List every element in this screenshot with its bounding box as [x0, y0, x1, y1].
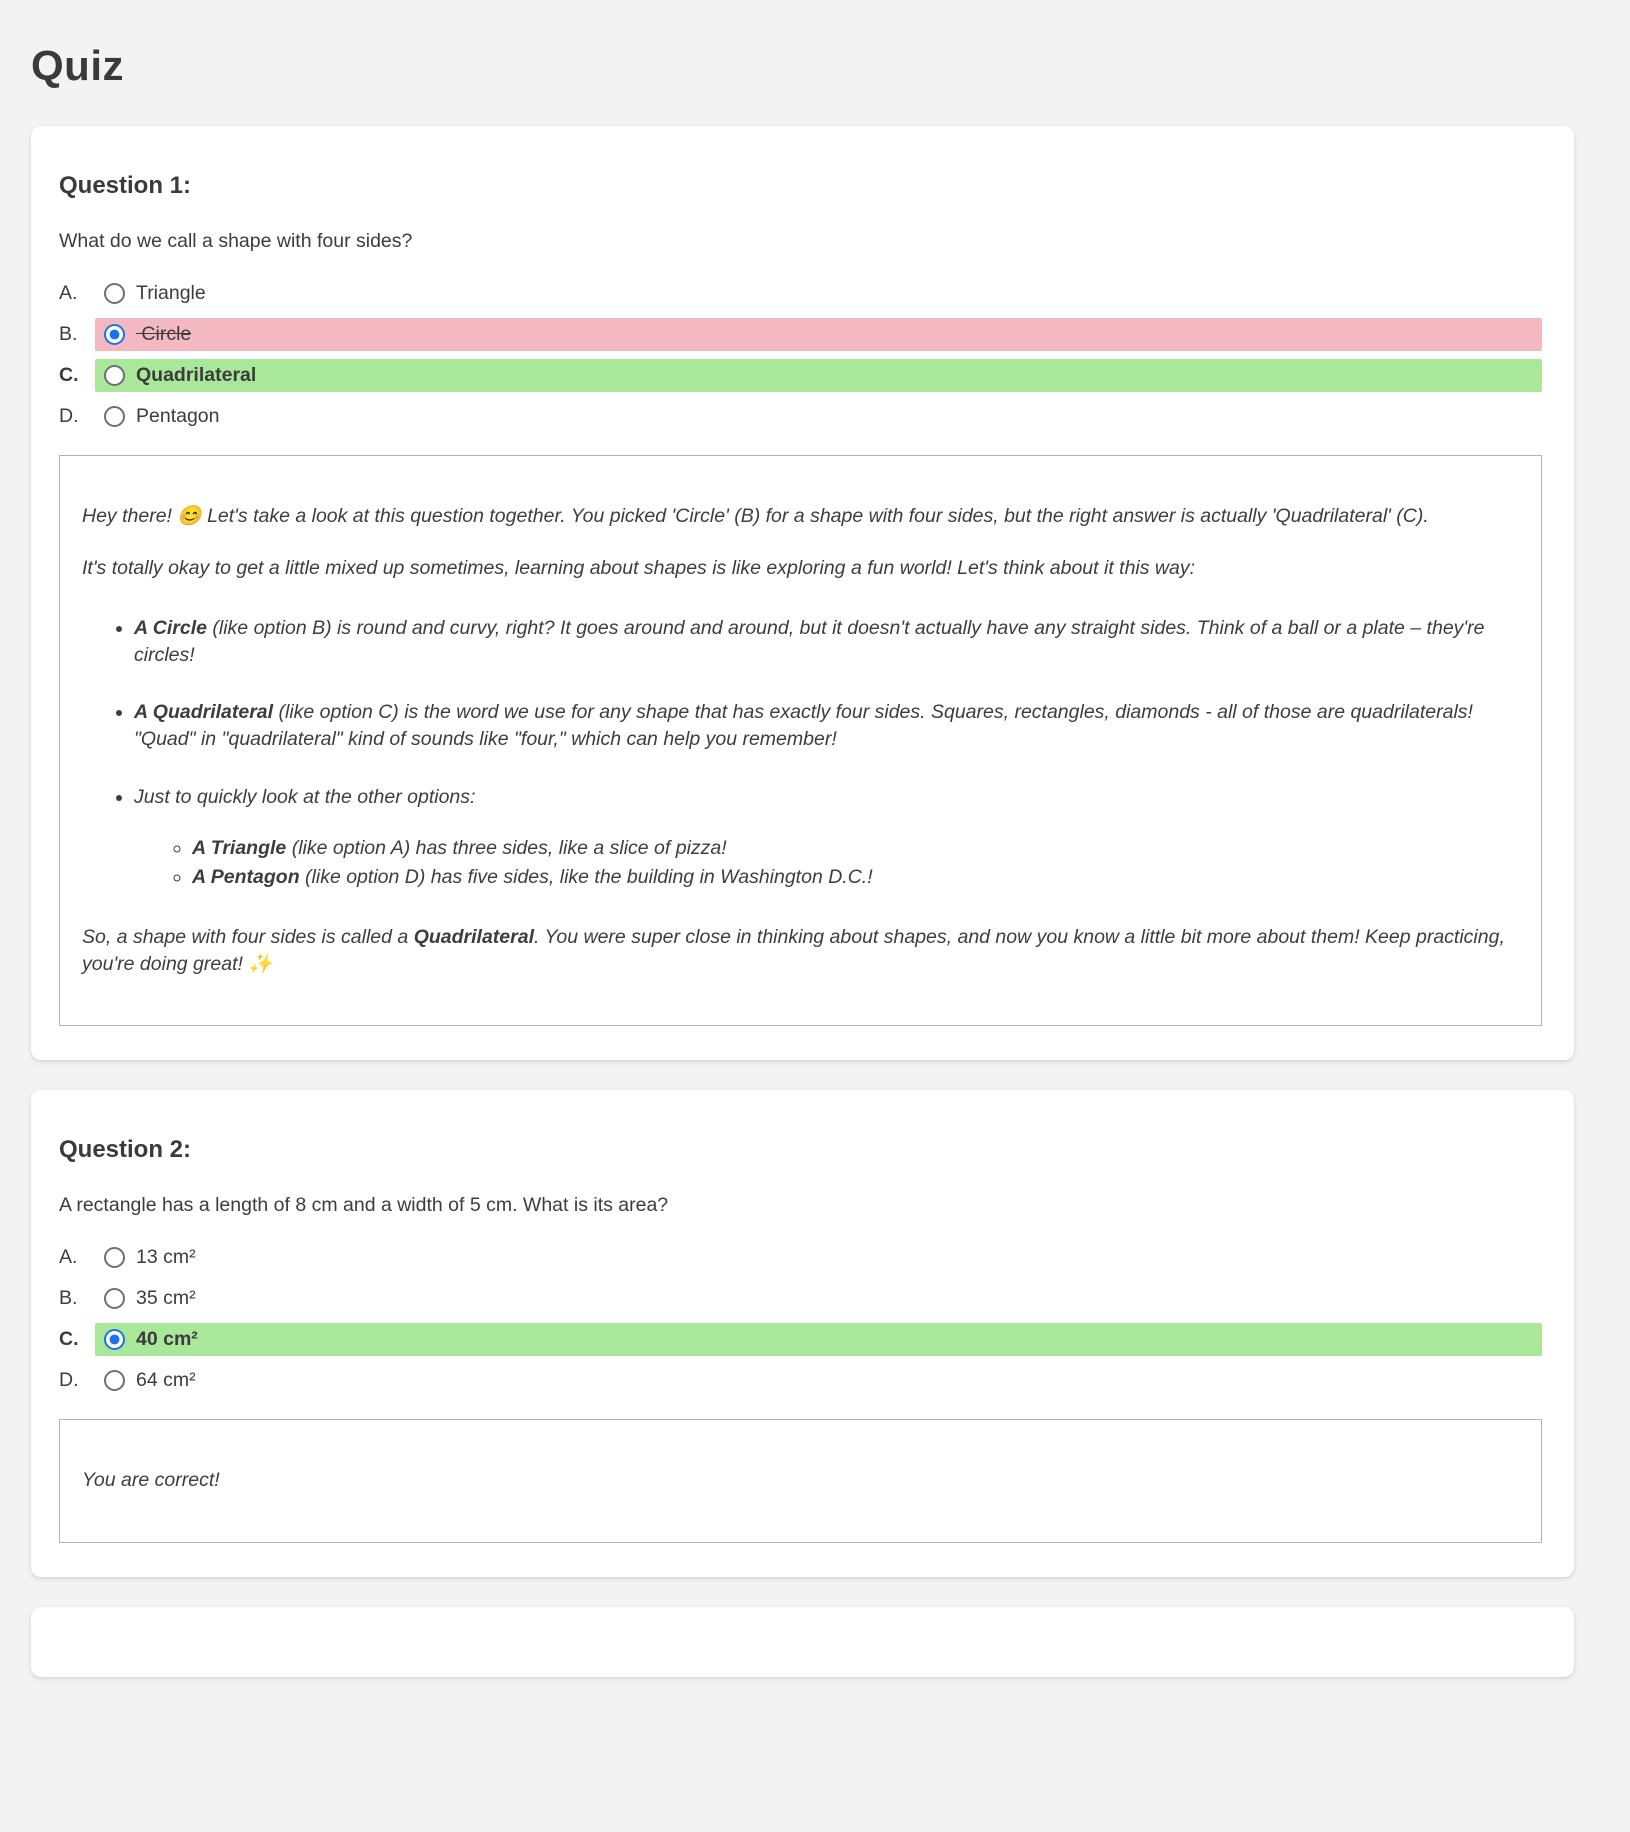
feedback-correct-message: You are correct!: [82, 1469, 220, 1492]
q1-option-c[interactable]: [95, 359, 1542, 392]
question-1-feedback-box: [59, 455, 1542, 1026]
bullet-lead-bold: A Circle: [134, 616, 207, 639]
closing-bold: Quadrilateral: [413, 925, 534, 948]
subbullet-rest: (like option A) has three sides, like a slice of pizza!: [286, 837, 727, 860]
option-row-a: [59, 277, 1542, 310]
question-2-heading: Question 2:: [59, 1136, 192, 1164]
q1-option-d-radio-icon[interactable]: [104, 406, 125, 427]
q2-option-a[interactable]: [95, 1241, 1542, 1274]
feedback-subbullet-pentagon: [192, 864, 1519, 891]
option-row-a: [59, 1241, 1542, 1274]
q1-option-d[interactable]: [95, 400, 1542, 433]
q1-option-c-radio-icon[interactable]: [104, 365, 125, 386]
feedback-closing-paragraph: [82, 924, 1519, 979]
q1-option-b-radio-icon[interactable]: [104, 324, 125, 345]
option-b-letter: B.: [59, 1287, 78, 1310]
option-row-c: [59, 1323, 1542, 1356]
q2-option-c[interactable]: [95, 1323, 1542, 1356]
closing-pre: So, a shape with four sides is called a: [82, 925, 414, 948]
q2-option-c-radio-icon[interactable]: [104, 1329, 125, 1350]
question-2-feedback-box: [59, 1419, 1542, 1542]
q2-option-b-radio-icon[interactable]: [104, 1288, 125, 1309]
question-1-card: [31, 126, 1574, 1060]
subbullet-lead-bold: A Pentagon: [192, 866, 300, 889]
question-1-heading: Question 1:: [59, 172, 192, 199]
option-c-letter: C.: [59, 364, 79, 386]
bullet-lead-bold: A Quadrilateral: [134, 701, 274, 724]
feedback-bullet-quadrilateral: [134, 699, 1519, 754]
option-row-b: [59, 1282, 1542, 1315]
option-row-d: [59, 1364, 1542, 1397]
feedback-paragraph-1: Hey there! 😊 Let's take a look at this question together. You picked 'Circle' (B) for a shape with four sides, but the right answer is actually 'Quadrilateral' (C).: [82, 505, 1429, 527]
option-row-d: [59, 400, 1542, 433]
question-1-options: [59, 277, 1542, 433]
q1-option-d-label: Pentagon: [136, 405, 220, 427]
bullet-rest: (like option C) is the word we use for any shape that has exactly four sides. Squares, rectangles, diamonds - all of those are quadrilaterals! "Quad" in "quadrilateral" kind of sounds like "four," which can help you remember!: [134, 701, 1473, 751]
page-title: Quiz: [31, 42, 124, 89]
q2-option-a-label: 13 cm²: [136, 1246, 196, 1269]
question-2-options: [59, 1241, 1542, 1397]
question-1-prompt: What do we call a shape with four sides?: [59, 230, 413, 252]
feedback-bullet-circle: [134, 615, 1519, 670]
q1-option-b-label: Circle: [141, 323, 192, 345]
q1-option-a[interactable]: [95, 277, 1542, 310]
feedback-subbullet-triangle: [192, 835, 1519, 862]
q1-option-a-label: Triangle: [136, 282, 206, 304]
feedback-paragraph-2: It's totally okay to get a little mixed up sometimes, learning about shapes is like exploring a fun world! Let's think about it this way:: [82, 557, 1196, 580]
question-2-prompt: A rectangle has a length of 8 cm and a width of 5 cm. What is its area?: [59, 1194, 669, 1217]
q2-option-d-radio-icon[interactable]: [104, 1370, 125, 1391]
q2-option-a-radio-icon[interactable]: [104, 1247, 125, 1268]
subbullet-rest: (like option D) has five sides, like the building in Washington D.C.!: [299, 866, 873, 889]
q1-option-a-radio-icon[interactable]: [104, 283, 125, 304]
question-3-card-partial: [31, 1607, 1574, 1677]
option-a-letter: A.: [59, 1246, 78, 1269]
question-2-card: [31, 1090, 1574, 1576]
option-row-c: [59, 359, 1542, 392]
subbullet-lead-bold: A Triangle: [192, 837, 287, 860]
feedback-bullet-other-options: [134, 784, 1519, 892]
q2-option-c-label: 40 cm²: [136, 1328, 198, 1351]
feedback-sub-bullet-list: [134, 835, 1519, 892]
option-d-letter: D.: [59, 405, 79, 427]
q2-option-b-label: 35 cm²: [136, 1287, 196, 1310]
q1-option-c-label: Quadrilateral: [136, 364, 257, 386]
bullet-rest: (like option B) is round and curvy, right? It goes around and around, but it doesn't actually have any straight sides. Think of a ball or a plate – they're circles!: [134, 616, 1485, 666]
q1-option-b[interactable]: [95, 318, 1542, 351]
q2-option-d[interactable]: [95, 1364, 1542, 1397]
closing-post: . You were super close in thinking about shapes, and now you know a little bit more about them! Keep practicing, you're doing great! ✨: [82, 925, 1505, 975]
q2-option-d-label: 64 cm²: [136, 1369, 196, 1392]
bullet-plain: Just to quickly look at the other options:: [134, 785, 476, 808]
option-b-letter: B.: [59, 323, 78, 345]
feedback-bullet-list: [82, 615, 1519, 892]
q2-option-b[interactable]: [95, 1282, 1542, 1315]
option-row-b: [59, 318, 1542, 351]
option-d-letter: D.: [59, 1369, 79, 1392]
option-c-letter: C.: [59, 1328, 79, 1351]
option-a-letter: A.: [59, 282, 78, 304]
